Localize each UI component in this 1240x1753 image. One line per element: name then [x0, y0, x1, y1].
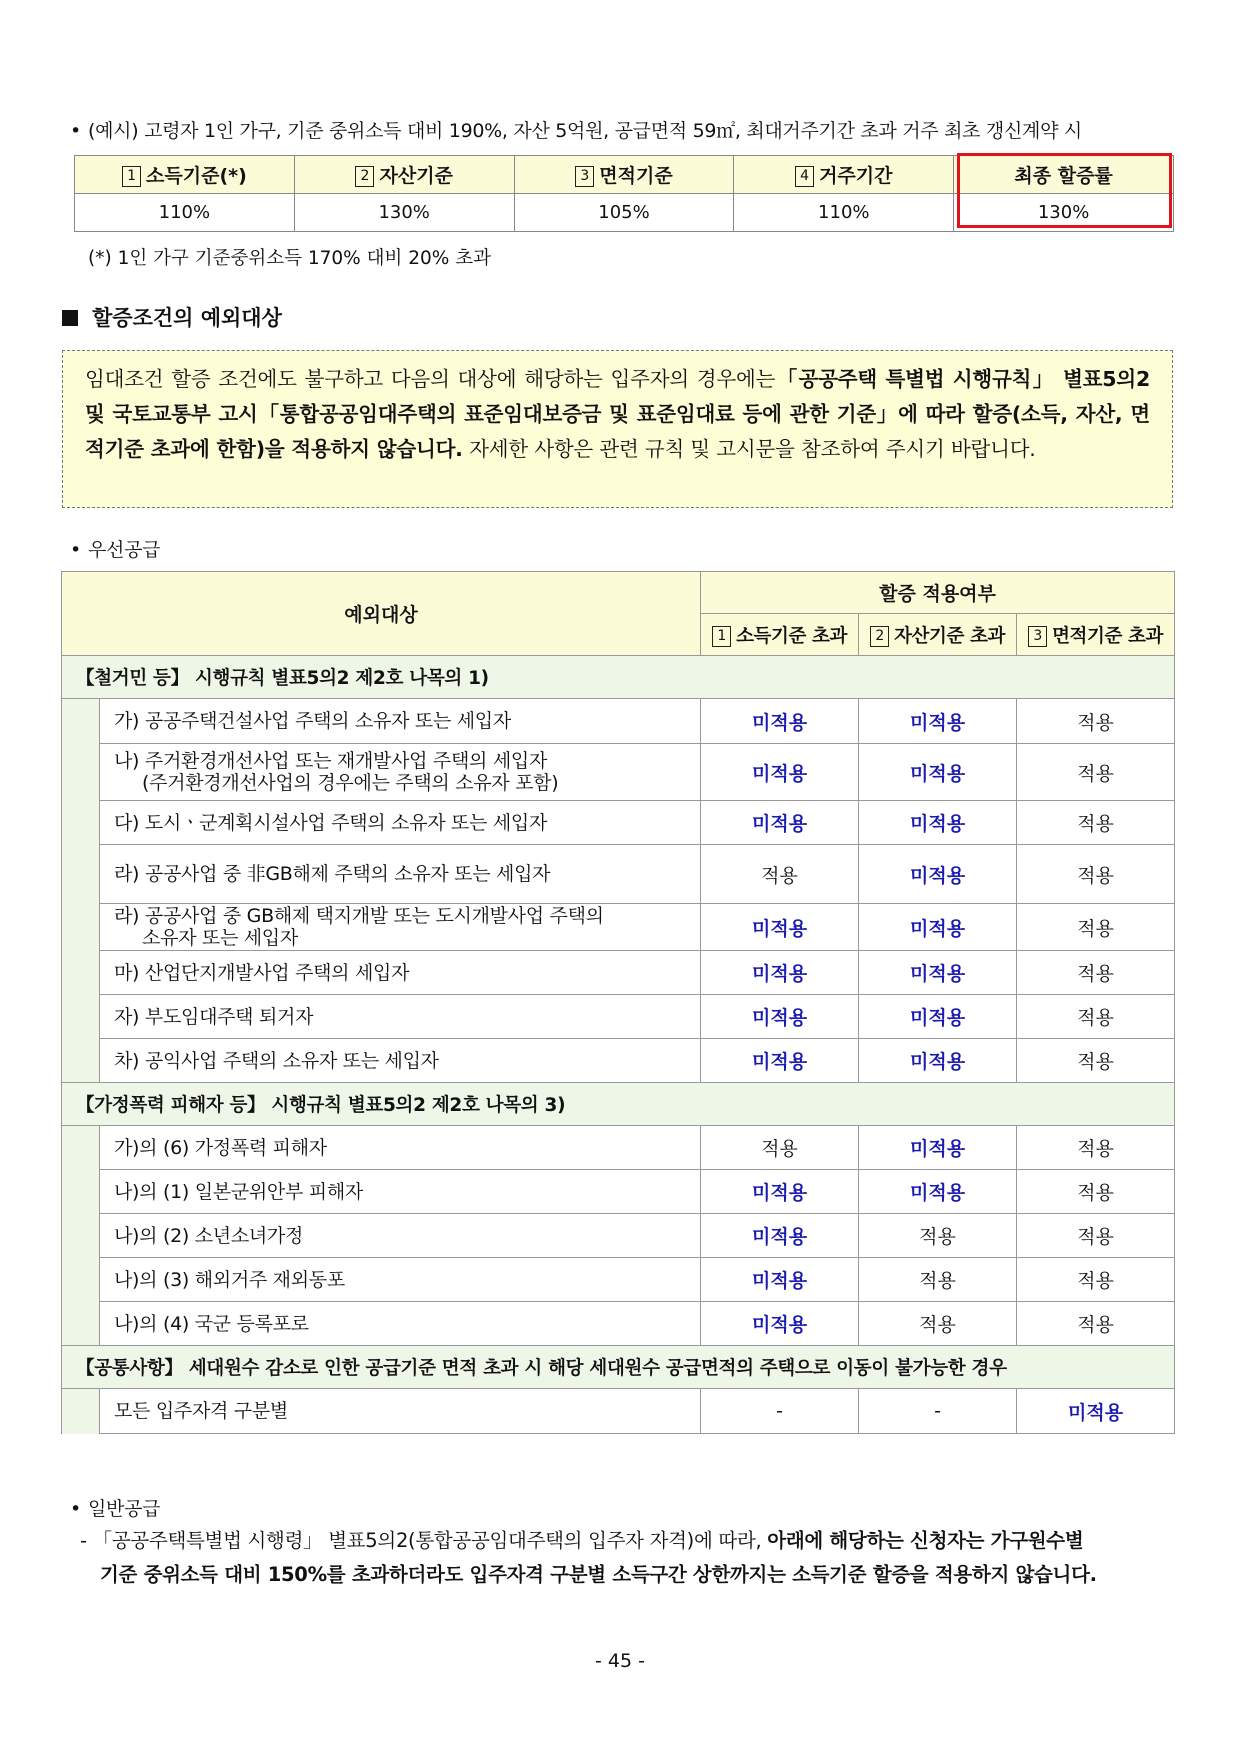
- not-applied-value: 미적용: [701, 801, 859, 845]
- example-line: [70, 116, 1082, 143]
- not-applied-value: 미적용: [701, 744, 859, 801]
- bullet: •: [70, 1498, 81, 1520]
- example-text: (예시) 고령자 1인 가구, 기준 중위소득 대비 190%, 자산 5억원, 공급면적 59㎡, 최대거주기간 초과 거주 최초 갱신계약 시: [88, 120, 1082, 142]
- not-applied-value: 미적용: [701, 1302, 859, 1346]
- square-bullet-icon: [62, 310, 78, 326]
- table-row: [62, 1170, 1175, 1214]
- final-rate-header: 최종 할증률: [954, 156, 1174, 194]
- row-indent: [62, 1214, 100, 1258]
- box-number: 1: [122, 166, 141, 187]
- row-label: [100, 995, 701, 1039]
- example-value: 110%: [75, 194, 295, 232]
- row-label-line: 나)의 (1) 일본군위안부 피해자: [114, 1180, 363, 1203]
- header-label: 거주기간: [819, 165, 893, 187]
- general-title: 일반공급: [88, 1498, 161, 1520]
- not-applied-value: 미적용: [859, 904, 1017, 951]
- applied-value: 적용: [1017, 744, 1175, 801]
- box-number: 1: [712, 626, 731, 647]
- row-label-line: 가)의 (6) 가정폭력 피해자: [114, 1136, 327, 1159]
- highlight-frame: [957, 153, 1172, 228]
- group-title: 【철거민 등】 시행규칙 별표5의2 제2호 나목의 1): [62, 656, 1175, 699]
- applied-value: 적용: [701, 845, 859, 904]
- sub-header: [859, 614, 1017, 656]
- sub-header-label: 자산기준 초과: [894, 625, 1005, 647]
- sub-header-label: 소득기준 초과: [736, 625, 847, 647]
- not-applied-value: 미적용: [701, 1214, 859, 1258]
- applied-value: 적용: [859, 1214, 1017, 1258]
- table-row: [62, 1214, 1175, 1258]
- not-applied-value: 미적용: [859, 995, 1017, 1039]
- sub-header: [1017, 614, 1175, 656]
- table-row: [62, 1126, 1175, 1170]
- not-applied-value: 미적용: [701, 699, 859, 744]
- final-rate-value: 130%: [954, 194, 1174, 232]
- box-number: 2: [870, 626, 889, 647]
- row-label: [100, 1389, 701, 1434]
- row-label-line: 라) 공공사업 중 非GB해제 주택의 소유자 또는 세입자: [114, 863, 551, 885]
- applied-value: 적용: [1017, 1170, 1175, 1214]
- not-applied-value: 미적용: [859, 845, 1017, 904]
- not-applied-value: 미적용: [701, 1258, 859, 1302]
- notice-text: 임대조건 할증 조건에도 불구하고 다음의 대상에 해당하는 입주자의 경우에는: [85, 367, 776, 391]
- table-row: [62, 801, 1175, 845]
- header-label: 소득기준(*): [146, 165, 247, 187]
- notice-bold-text: 「공공주택 특별법 시행규칙」 별표5의2 및 국토교통부 고시「통합공공임대주택의 표준임대보증금 및 표준임대료 등에 관한 기준」에 따라 할증(소득, 자산, 면적기준 초과에 한함)을 적용하지 않습니다.: [85, 367, 1151, 461]
- row-label: [100, 744, 701, 801]
- row-label: [100, 1258, 701, 1302]
- row-indent: [62, 904, 100, 951]
- general-text: [80, 1524, 1175, 1592]
- row-indent: [62, 1126, 100, 1170]
- sub-header: [701, 614, 859, 656]
- not-applied-value: 미적용: [701, 995, 859, 1039]
- applied-value: 적용: [1017, 1214, 1175, 1258]
- section-title-text: 할증조건의 예외대상: [92, 306, 282, 330]
- applied-value: 적용: [1017, 1126, 1175, 1170]
- applicability-header: 할증 적용여부: [701, 572, 1175, 614]
- row-label-line: 라) 공공사업 중 GB해제 택지개발 또는 도시개발사업 주택의: [114, 905, 604, 927]
- row-label: [100, 951, 701, 995]
- table-row: [62, 1258, 1175, 1302]
- not-applied-value: 미적용: [859, 1126, 1017, 1170]
- applied-value: 적용: [1017, 1302, 1175, 1346]
- row-label-line: 모든 입주자격 구분별: [114, 1400, 288, 1422]
- row-indent: [62, 951, 100, 995]
- row-indent: [62, 845, 100, 904]
- example-value: 105%: [514, 194, 734, 232]
- row-label-line: 나)의 (4) 국군 등록포로: [114, 1312, 309, 1335]
- not-applied-value: 미적용: [859, 699, 1017, 744]
- row-label-line: (주거환경개선사업의 경우에는 주택의 소유자 포함): [142, 772, 559, 794]
- row-label: [100, 1302, 701, 1346]
- table-row: [62, 904, 1175, 951]
- not-applied-value: 미적용: [859, 1170, 1017, 1214]
- group-title: 【가정폭력 피해자 등】 시행규칙 별표5의2 제2호 나목의 3): [62, 1083, 1175, 1126]
- box-number: 3: [575, 166, 594, 187]
- not-applied-value: 미적용: [859, 744, 1017, 801]
- table-row: [62, 1039, 1175, 1083]
- row-label: [100, 801, 701, 845]
- applied-value: 적용: [701, 1126, 859, 1170]
- bullet: •: [70, 120, 81, 142]
- table-row: [62, 1389, 1175, 1434]
- not-applied-value: 미적용: [701, 1170, 859, 1214]
- row-label: [100, 1039, 701, 1083]
- page-number: - 45 -: [595, 1650, 645, 1672]
- applied-value: -: [859, 1389, 1017, 1434]
- applied-value: 적용: [1017, 1039, 1175, 1083]
- row-label: [100, 1126, 701, 1170]
- row-label: [100, 845, 701, 904]
- footnote: (*) 1인 가구 기준중위소득 170% 대비 20% 초과: [88, 248, 491, 269]
- row-label-line: 자) 부도임대주택 퇴거자: [114, 1005, 314, 1028]
- applied-value: 적용: [859, 1258, 1017, 1302]
- section-title: [62, 302, 282, 332]
- row-label-line: 나) 주거환경개선사업 또는 재개발사업 주택의 세입자: [114, 750, 547, 772]
- applied-value: 적용: [1017, 1258, 1175, 1302]
- row-indent: [62, 1258, 100, 1302]
- not-applied-value: 미적용: [701, 904, 859, 951]
- notice-box: [62, 350, 1173, 508]
- box-number: 2: [355, 166, 374, 187]
- row-indent: [62, 699, 100, 744]
- applied-value: 적용: [859, 1302, 1017, 1346]
- row-indent: [62, 801, 100, 845]
- example-header: [514, 156, 734, 194]
- bullet: •: [70, 539, 81, 561]
- example-value: 130%: [294, 194, 514, 232]
- header-label: 면적기준: [599, 165, 673, 187]
- box-number: 4: [795, 166, 814, 187]
- row-indent: [62, 744, 100, 801]
- table-row: [62, 951, 1175, 995]
- table-row: [62, 995, 1175, 1039]
- row-label: [100, 1214, 701, 1258]
- row-indent: [62, 1389, 100, 1434]
- applied-value: 적용: [1017, 801, 1175, 845]
- exception-table: [61, 571, 1175, 1434]
- box-number: 3: [1028, 626, 1047, 647]
- general-heading: [70, 1494, 160, 1521]
- row-label: [100, 904, 701, 951]
- table-row: [62, 699, 1175, 744]
- header-label: 자산기준: [379, 165, 453, 187]
- applied-value: 적용: [1017, 951, 1175, 995]
- dash: -: [80, 1529, 87, 1552]
- row-label-line: 마) 산업단지개발사업 주택의 세입자: [114, 961, 410, 984]
- applied-value: -: [701, 1389, 859, 1434]
- group-title: 【공통사항】 세대원수 감소로 인한 공급기준 면적 초과 시 해당 세대원수 공급면적의 주택으로 이동이 불가능한 경우: [62, 1346, 1175, 1389]
- row-indent: [62, 1039, 100, 1083]
- row-label: [100, 699, 701, 744]
- example-header: [734, 156, 954, 194]
- target-header: 예외대상: [62, 572, 701, 656]
- row-label-line: 가) 공공주택건설사업 주택의 소유자 또는 세입자: [114, 710, 511, 732]
- row-label-line: 나)의 (3) 해외거주 재외동포: [114, 1268, 345, 1291]
- general-text-regular: 「공공주택특별법 시행령」 별표5의2(통합공공임대주택의 입주자 자격)에 따라,: [92, 1529, 762, 1552]
- row-indent: [62, 995, 100, 1039]
- row-label-line: 차) 공익사업 주택의 소유자 또는 세입자: [114, 1049, 439, 1072]
- row-label-line: 다) 도시ㆍ군계획시설사업 주택의 소유자 또는 세입자: [114, 811, 547, 834]
- notice-text: 자세한 사항은 관련 규칙 및 고시문을 참조하여 주시기 바랍니다.: [469, 437, 1036, 461]
- applied-value: 적용: [1017, 845, 1175, 904]
- not-applied-value: 미적용: [859, 1039, 1017, 1083]
- not-applied-value: 미적용: [859, 801, 1017, 845]
- example-header: [294, 156, 514, 194]
- not-applied-value: 미적용: [701, 951, 859, 995]
- row-label: [100, 1170, 701, 1214]
- general-text-bold: 기준 중위소득 대비 150%를 초과하더라도 입주자격 구분별 소득구간 상한까지는 소득기준 할증을 적용하지 않습니다.: [100, 1563, 1097, 1586]
- priority-heading: [70, 535, 160, 562]
- row-indent: [62, 1302, 100, 1346]
- not-applied-value: 미적용: [1017, 1389, 1175, 1434]
- not-applied-value: 미적용: [701, 1039, 859, 1083]
- applied-value: 적용: [1017, 995, 1175, 1039]
- table-row: [62, 1302, 1175, 1346]
- example-value: 110%: [734, 194, 954, 232]
- not-applied-value: 미적용: [859, 951, 1017, 995]
- general-text-bold: 아래에 해당하는 신청자는 가구원수별: [767, 1529, 1084, 1552]
- table-row: [62, 744, 1175, 801]
- applied-value: 적용: [1017, 904, 1175, 951]
- row-label-line: 나)의 (2) 소년소녀가정: [114, 1224, 304, 1247]
- row-indent: [62, 1170, 100, 1214]
- sub-header-label: 면적기준 초과: [1052, 625, 1163, 647]
- applied-value: 적용: [1017, 699, 1175, 744]
- example-header: [75, 156, 295, 194]
- priority-title: 우선공급: [88, 539, 161, 561]
- table-row: [62, 845, 1175, 904]
- row-label-line: 소유자 또는 세입자: [142, 927, 298, 949]
